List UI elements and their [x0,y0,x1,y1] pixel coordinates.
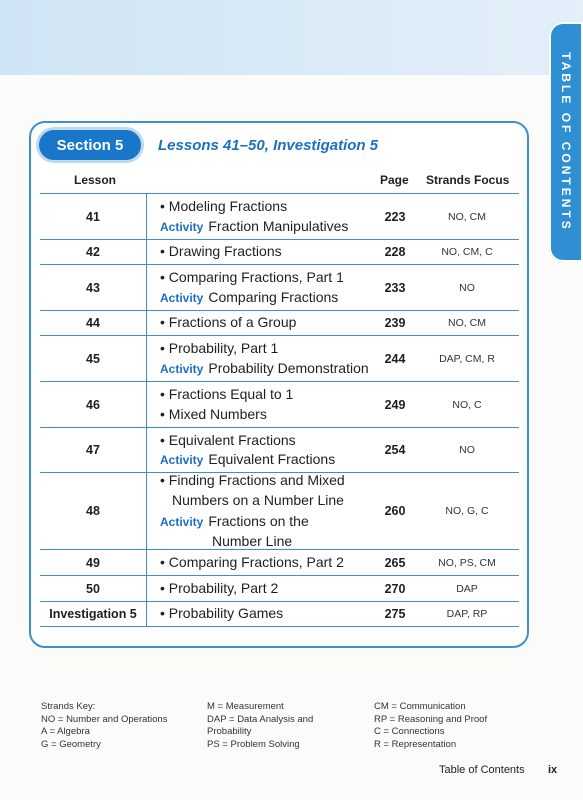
strands-focus: NO, G, C [445,505,489,517]
activity-item [160,360,378,378]
lesson-topics [146,240,378,264]
lesson-topics [146,382,378,427]
strands-focus: NO, C [452,398,482,411]
lesson-number: 48 [86,504,100,518]
key-entry: C = Connections [374,726,445,737]
page-number: 265 [384,555,406,570]
lesson-topics [146,473,378,549]
activity-text: Fractions on the [208,513,309,529]
activity-label: Activity [160,219,204,234]
page-number: 223 [384,209,406,224]
table-rule [40,626,519,627]
page-number: 260 [384,504,406,518]
topic-item: • Comparing Fractions, Part 2 [160,554,378,572]
activity-text: Comparing Fractions [208,288,339,305]
lesson-topics [146,576,378,601]
page-number: 254 [384,443,406,457]
lesson-number: 41 [86,209,100,224]
activity-item [160,218,378,236]
key-entry: R = Representation [374,738,457,750]
topic-item: • Drawing Fractions [160,243,378,261]
topic-item: • Mixed Numbers [160,406,378,424]
page-number: 249 [384,397,406,412]
strands-focus: NO, PS, CM [438,556,496,569]
side-tab-label: TABLE OF CONTENTS [559,52,573,232]
page-number: 239 [384,316,406,330]
lesson-topics [146,265,378,310]
topic-item: • Fractions Equal to 1 [160,386,378,404]
header-band [0,0,583,75]
lesson-topics [146,602,378,626]
table-row [40,336,519,381]
header-page: Page [380,173,409,187]
lesson-number: 47 [86,443,100,457]
page-number: 270 [384,581,406,596]
strands-focus: NO, CM [448,317,486,329]
footer-title: Table of Contents [439,764,525,776]
activity-label: Activity [160,453,204,467]
strands-key-col2 [207,701,313,751]
strands-key-col3 [374,701,487,751]
lesson-topics [146,550,378,575]
strands-focus: DAP [456,582,478,595]
key-entry: RP = Reasoning and Proof [374,713,488,725]
strands-focus: DAP, CM, R [439,352,495,365]
table-row [40,473,519,549]
key-entry: Probability [207,726,252,737]
section-badge: Section 5 [39,130,141,160]
topic-item: • Probability, Part 2 [160,580,378,598]
topic-item: • Probability, Part 1 [160,340,378,358]
page-number: 233 [384,280,406,295]
key-entry: DAP = Data Analysis and [207,713,314,725]
activity-label: Activity [160,290,204,305]
table-row [40,265,519,310]
strands-key-col1 [41,701,167,751]
page-number: 228 [384,245,406,259]
table-row [40,428,519,472]
strands-key-title: Strands Key: [41,701,96,712]
activity-label: Activity [160,361,204,376]
lesson-number: 46 [86,397,100,412]
lesson-topics [146,336,378,381]
lesson-number: 50 [86,581,100,596]
table-row [40,602,519,626]
table-row [40,194,519,239]
side-tab[interactable] [549,22,583,262]
lesson-number: 42 [86,245,100,259]
strands-focus: NO, CM [448,210,486,223]
strands-focus: NO [459,444,475,456]
topic-item: • Fractions of a Group [160,314,378,332]
table-row [40,382,519,427]
strands-focus: DAP, RP [446,608,488,620]
lesson-topics [146,428,378,472]
topic-item: • Probability Games [160,605,378,623]
lesson-number: 44 [86,316,100,330]
table-row [40,550,519,575]
activity-item [160,289,378,307]
activity-item [160,513,378,531]
lesson-topics [146,194,378,239]
key-entry: CM = Communication [374,701,466,712]
table-row [40,576,519,601]
lesson-number: Investigation 5 [49,607,137,621]
topic-item-continued: Numbers on a Number Line [172,491,344,508]
key-entry: G = Geometry [41,738,101,750]
key-entry: A = Algebra [41,726,90,737]
activity-text-continued: Number Line [212,532,293,549]
page-number: 275 [384,607,406,621]
topic-item: • Modeling Fractions [160,198,378,216]
key-entry: PS = Problem Solving [207,738,300,750]
key-entry: M = Measurement [207,701,284,712]
activity-item [160,451,378,469]
activity-label: Activity [160,515,204,529]
page-number-footer: ix [548,764,558,776]
header-lesson: Lesson [74,173,117,187]
strands-focus: NO, CM, C [441,246,493,258]
table-row [40,311,519,335]
topic-item: • Equivalent Fractions [160,432,378,450]
topic-item: • Finding Fractions and Mixed [160,472,378,490]
table-row [40,240,519,264]
activity-text: Equivalent Fractions [208,451,336,467]
topic-item: • Comparing Fractions, Part 1 [160,269,378,287]
lesson-number: 49 [86,555,100,570]
page-number: 244 [384,351,406,366]
activity-text: Fraction Manipulatives [208,217,349,234]
header-strands: Strands Focus [426,173,510,187]
key-entry: NO = Number and Operations [41,713,168,725]
lesson-topics [146,311,378,335]
section-title: Lessons 41–50, Investigation 5 [158,137,379,154]
lesson-number: 45 [86,351,100,366]
lesson-number: 43 [86,280,100,295]
strands-focus: NO [459,281,475,294]
activity-text: Probability Demonstration [208,359,369,376]
